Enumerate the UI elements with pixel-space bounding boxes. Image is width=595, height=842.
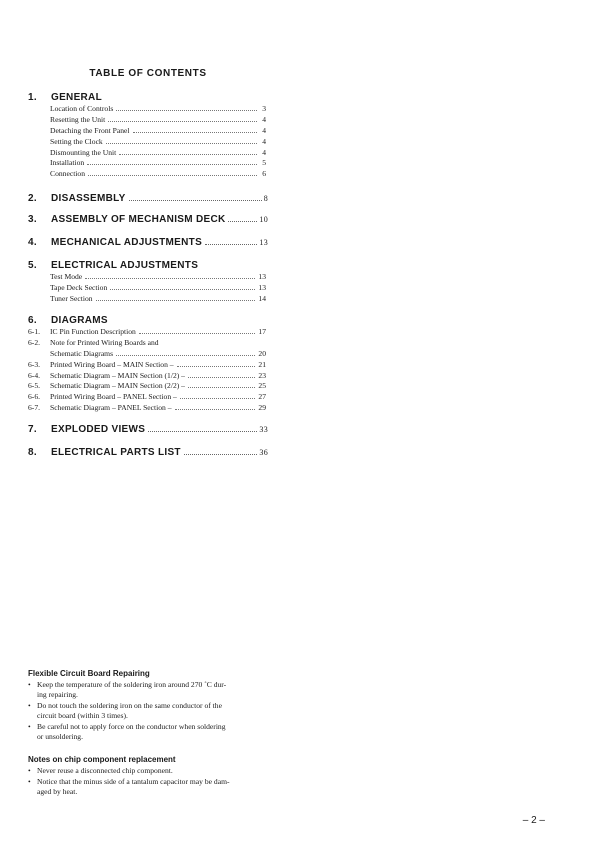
dot-leader xyxy=(116,349,255,356)
diagram-label: IC Pin Function Description xyxy=(50,327,136,336)
toc-item-page: 4 xyxy=(262,126,266,135)
dot-leader xyxy=(88,169,257,176)
diagram-number: 6-3. xyxy=(28,360,41,369)
toc-item-page: 13 xyxy=(258,283,266,292)
dot-leader xyxy=(205,237,257,245)
dot-leader xyxy=(133,126,257,133)
note-line: ing repairing. xyxy=(37,690,78,699)
note-line: Keep the temperature of the soldering iron around 270 ˚C dur- xyxy=(37,680,227,689)
bullet-mark: • xyxy=(28,777,31,786)
diagram-label: Schematic Diagram – MAIN Section (2/2) – xyxy=(50,381,185,390)
diagram-item[interactable] xyxy=(28,360,266,370)
diagram-page: 17 xyxy=(258,327,266,336)
diagram-item[interactable] xyxy=(28,338,266,348)
note-line: Be careful not to apply force on the conductor when soldering xyxy=(37,722,226,731)
toc-item-page: 4 xyxy=(262,137,266,146)
toc-item-page: 5 xyxy=(262,158,266,167)
section-title: GENERAL xyxy=(51,92,102,103)
diagram-number: 6-1. xyxy=(28,327,41,336)
dot-leader xyxy=(106,137,257,144)
section-electrical-parts-list[interactable] xyxy=(28,447,268,460)
diagram-page: 21 xyxy=(258,360,266,369)
diagram-item[interactable] xyxy=(28,327,266,337)
toc-item-label: Setting the Clock xyxy=(50,137,103,146)
toc-item-label: Connection xyxy=(50,169,86,178)
note-line: Notice that the minus side of a tantalum capacitor may be dam- xyxy=(37,777,230,786)
dot-leader xyxy=(129,193,262,201)
dot-leader xyxy=(177,360,256,367)
toc-item[interactable] xyxy=(50,158,266,168)
section-title: MECHANICAL ADJUSTMENTS xyxy=(51,237,203,248)
diagram-page: 29 xyxy=(258,403,266,412)
section-number: 7. xyxy=(28,424,37,435)
toc-item[interactable] xyxy=(50,104,266,114)
diagram-label: Note for Printed Wiring Boards and xyxy=(50,338,159,347)
toc-item[interactable] xyxy=(50,272,266,282)
dot-leader xyxy=(148,424,257,432)
diagram-label: Schematic Diagram – MAIN Section (1/2) – xyxy=(50,371,185,380)
chip-notes-heading: Notes on chip component replacement xyxy=(28,755,176,764)
toc-item-label: Location of Controls xyxy=(50,104,114,113)
section-title: ASSEMBLY OF MECHANISM DECK xyxy=(51,214,226,225)
diagram-item[interactable] xyxy=(28,349,266,359)
note-line: Do not touch the soldering iron on the same conductor of the xyxy=(37,701,222,710)
dot-leader xyxy=(119,148,257,155)
toc-item[interactable] xyxy=(50,148,266,158)
section-mechanical-adjustments[interactable] xyxy=(28,237,268,250)
dot-leader xyxy=(116,104,257,111)
dot-leader xyxy=(188,371,255,378)
dot-leader xyxy=(108,115,257,122)
dot-leader xyxy=(85,272,255,279)
note-line: aged by heat. xyxy=(37,787,78,796)
bullet-mark: • xyxy=(28,701,31,710)
note-bullet xyxy=(28,766,268,776)
diagram-number: 6-5. xyxy=(28,381,41,390)
section-number: 2. xyxy=(28,193,37,204)
diagram-page: 23 xyxy=(258,371,266,380)
page-number: – 2 – xyxy=(522,815,545,826)
section-number: 3. xyxy=(28,214,37,225)
toc-item-page: 3 xyxy=(262,104,266,113)
section-title: ELECTRICAL ADJUSTMENTS xyxy=(51,260,199,271)
diagram-page: 25 xyxy=(258,381,266,390)
section-title: DISASSEMBLY xyxy=(51,193,126,204)
note-line: circuit board (within 3 times). xyxy=(37,711,128,720)
section-title: EXPLODED VIEWS xyxy=(51,424,146,435)
section-assembly[interactable] xyxy=(28,214,268,227)
section-page: 10 xyxy=(259,215,268,224)
diagram-item[interactable] xyxy=(28,392,266,402)
toc-item[interactable] xyxy=(50,283,266,293)
dot-leader xyxy=(175,403,256,410)
toc-item-page: 4 xyxy=(262,115,266,124)
bullet-mark: • xyxy=(28,680,31,689)
section-number: 8. xyxy=(28,447,37,458)
note-bullet xyxy=(28,777,268,797)
diagram-item[interactable] xyxy=(28,371,266,381)
section-page: 36 xyxy=(259,448,268,457)
diagram-label: Schematic Diagrams xyxy=(50,349,114,358)
section-title: DIAGRAMS xyxy=(51,315,108,326)
toc-item-label: Installation xyxy=(50,158,85,167)
dot-leader xyxy=(228,214,257,222)
note-bullet xyxy=(28,701,268,721)
diagram-page: 20 xyxy=(258,349,266,358)
note-line: or unsoldering. xyxy=(37,732,83,741)
section-page: 33 xyxy=(259,425,268,434)
section-number: 1. xyxy=(28,92,37,103)
diagram-number: 6-2. xyxy=(28,338,41,347)
toc-item-label: Test Mode xyxy=(50,272,83,281)
dot-leader xyxy=(110,283,255,290)
toc-item-page: 4 xyxy=(262,148,266,157)
diagram-number: 6-7. xyxy=(28,403,41,412)
dot-leader xyxy=(180,392,256,399)
diagram-item[interactable] xyxy=(28,403,266,413)
dot-leader xyxy=(96,294,256,301)
section-number: 4. xyxy=(28,237,37,248)
section-number: 5. xyxy=(28,260,37,271)
note-line: Never reuse a disconnected chip component. xyxy=(37,766,173,775)
dot-leader xyxy=(139,327,256,334)
section-disassembly[interactable] xyxy=(28,193,268,206)
toc-item-label: Tape Deck Section xyxy=(50,283,108,292)
section-page: 8 xyxy=(263,194,268,203)
toc-item[interactable] xyxy=(50,126,266,136)
diagram-label: Printed Wiring Board – PANEL Section – xyxy=(50,392,177,401)
note-bullet xyxy=(28,680,268,700)
toc-item[interactable] xyxy=(50,169,266,179)
section-number: 6. xyxy=(28,315,37,326)
dot-leader xyxy=(87,158,257,165)
toc-item[interactable] xyxy=(50,137,266,147)
toc-item[interactable] xyxy=(50,115,266,125)
flex-repair-heading: Flexible Circuit Board Repairing xyxy=(28,669,150,678)
toc-item-page: 6 xyxy=(262,169,266,178)
bullet-mark: • xyxy=(28,766,31,775)
diagram-label: Schematic Diagram – PANEL Section – xyxy=(50,403,172,412)
diagram-page: 27 xyxy=(258,392,266,401)
toc-item-page: 13 xyxy=(258,272,266,281)
diagram-item[interactable] xyxy=(28,381,266,391)
toc-item-page: 14 xyxy=(258,294,266,303)
toc-item-label: Resetting the Unit xyxy=(50,115,106,124)
diagram-label: Printed Wiring Board – MAIN Section – xyxy=(50,360,174,369)
toc-item-label: Dismounting the Unit xyxy=(50,148,117,157)
toc-item-label: Detaching the Front Panel xyxy=(50,126,130,135)
toc-item-label: Tuner Section xyxy=(50,294,93,303)
note-bullet xyxy=(28,722,268,742)
dot-leader xyxy=(188,381,255,388)
toc-item[interactable] xyxy=(50,294,266,304)
bullet-mark: • xyxy=(28,722,31,731)
section-page: 13 xyxy=(259,238,268,247)
section-exploded-views[interactable] xyxy=(28,424,268,437)
toc-title: TABLE OF CONTENTS xyxy=(89,68,207,79)
section-title: ELECTRICAL PARTS LIST xyxy=(51,447,181,458)
diagram-number: 6-6. xyxy=(28,392,41,401)
diagram-number: 6-4. xyxy=(28,371,41,380)
dot-leader xyxy=(184,447,258,455)
